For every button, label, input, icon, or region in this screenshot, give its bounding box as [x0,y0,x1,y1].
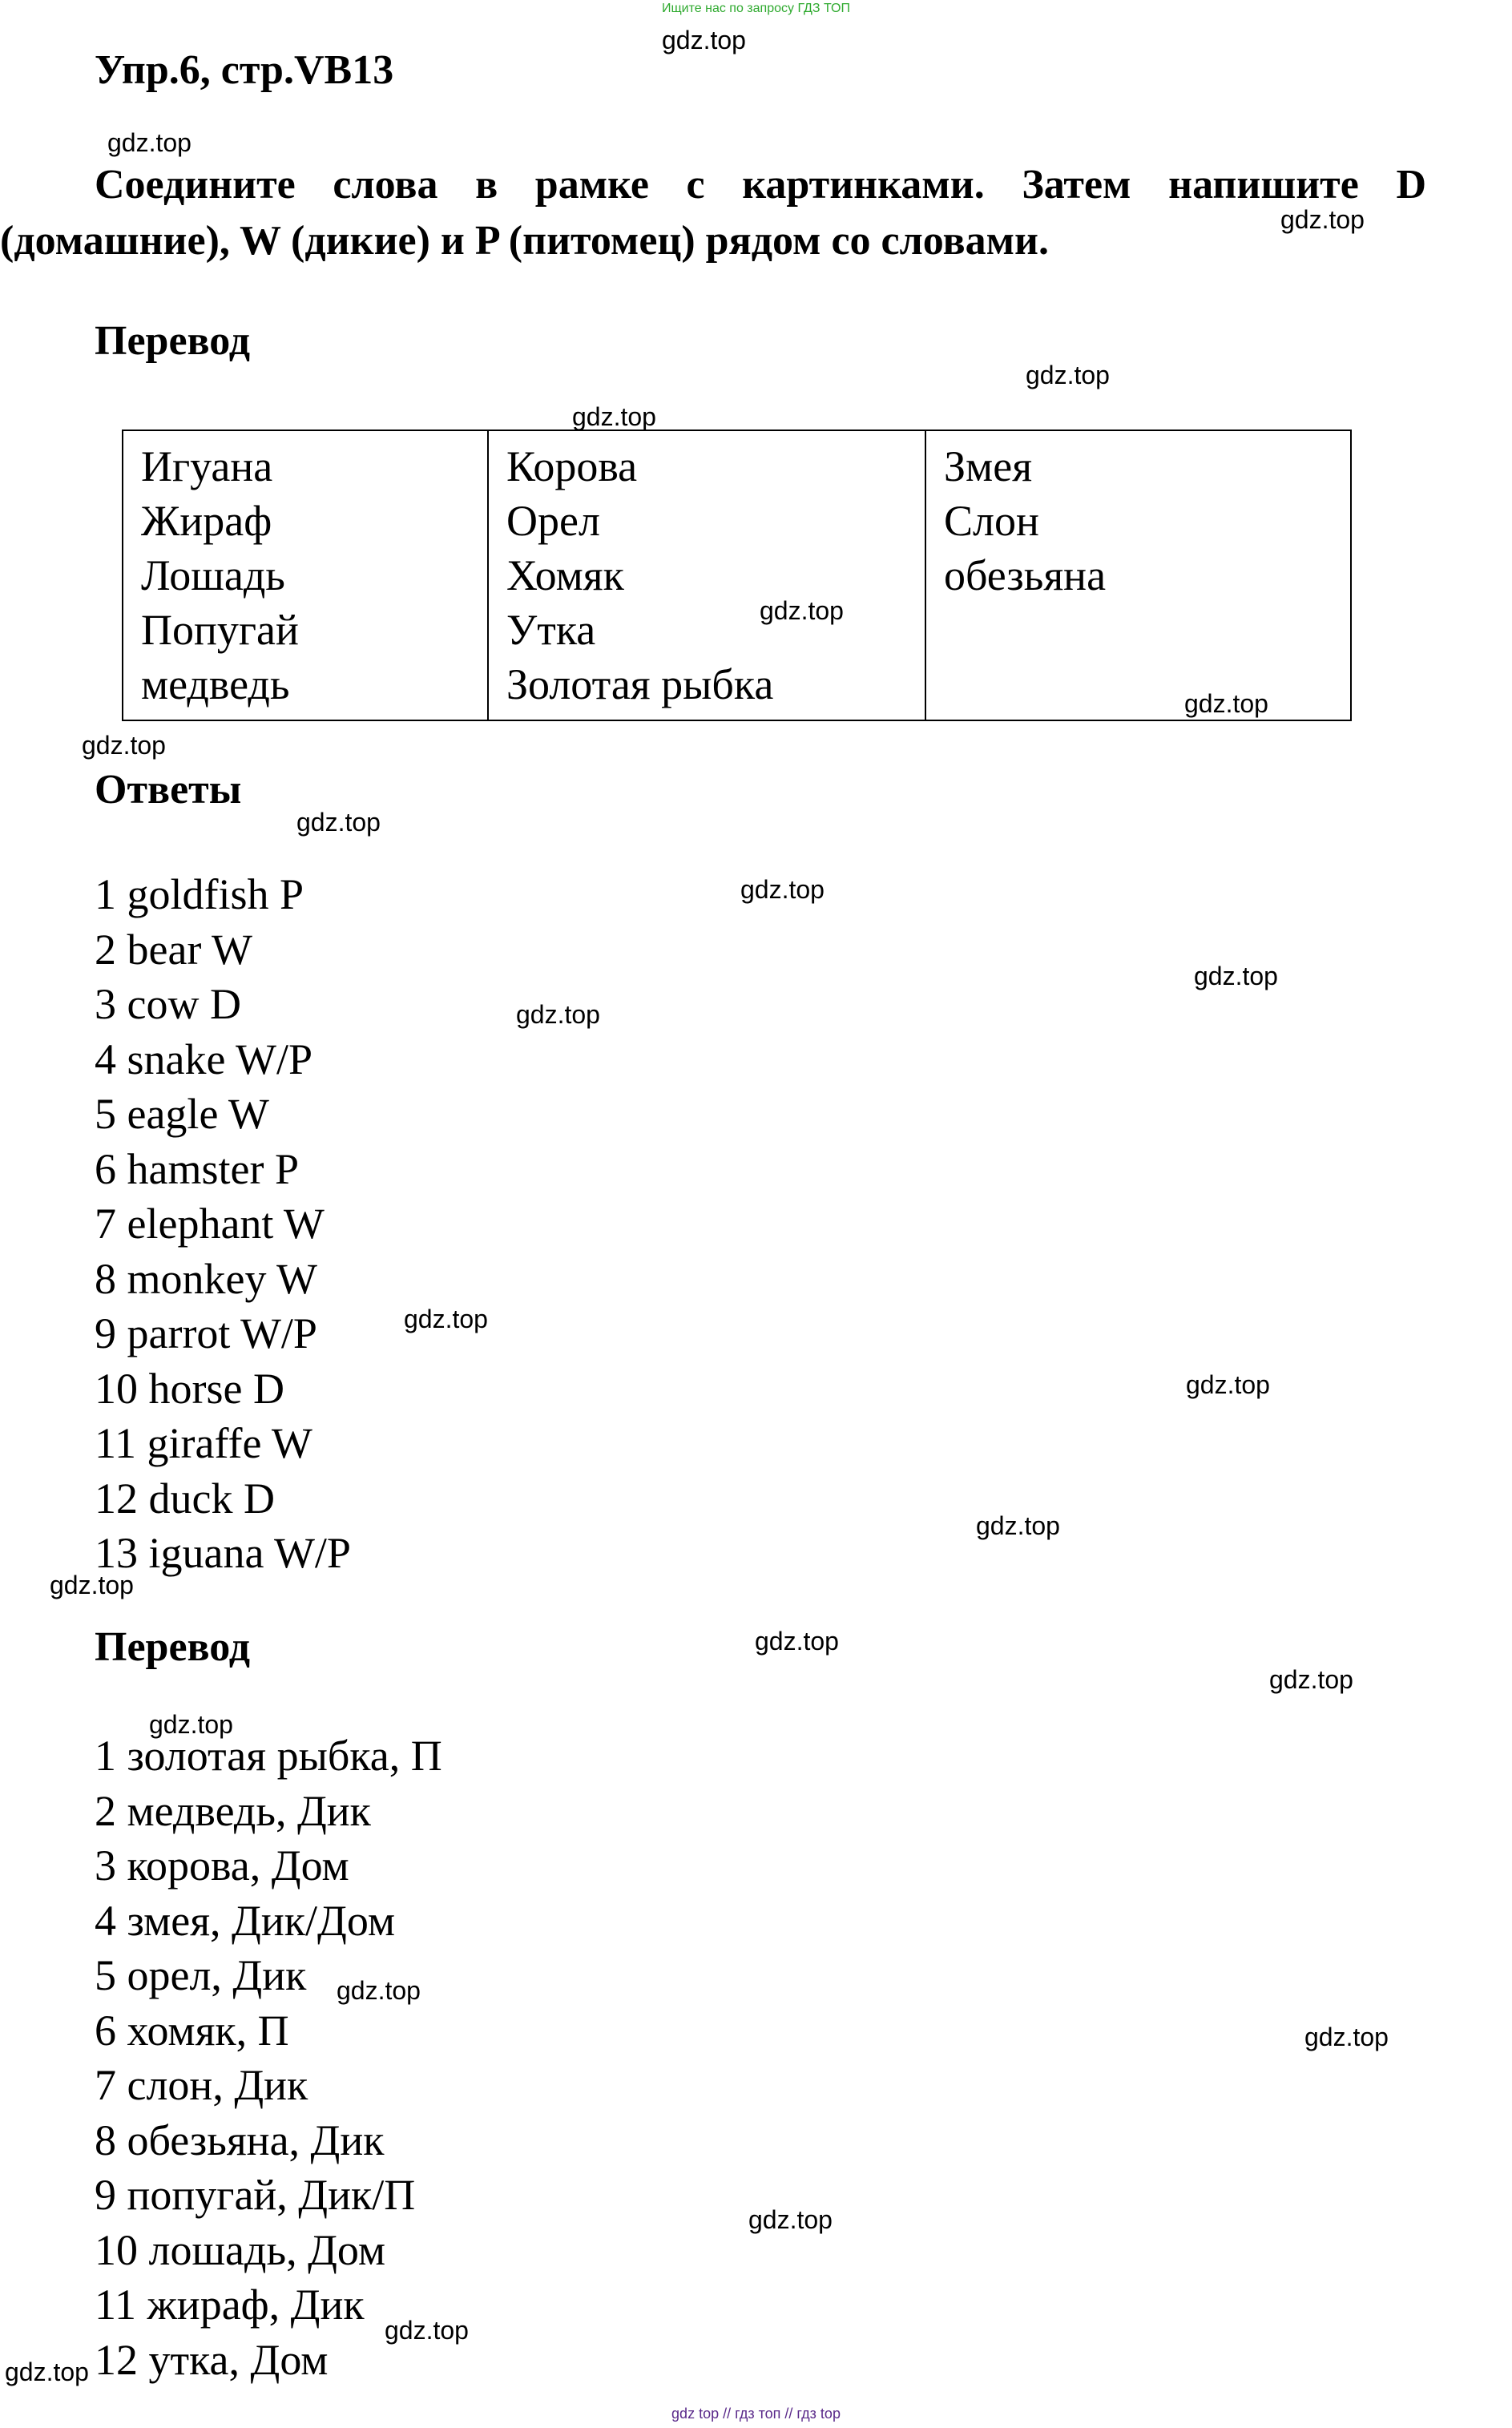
translation-item: 10 лошадь, Дом [95,2225,386,2274]
watermark: gdz.top [1280,205,1365,234]
watermark: gdz.top [1304,2023,1389,2051]
word-item: Лошадь [141,551,285,599]
answer-item: 1 goldfish P [95,870,304,918]
word-item: Утка [506,606,596,654]
watermark: gdz.top [976,1511,1060,1540]
watermark: gdz.top [82,731,166,760]
translations-list [95,1728,442,2387]
answer-item: 5 eagle W [95,1090,269,1138]
word-item: Змея [944,442,1033,490]
watermark: gdz.top [1186,1370,1270,1399]
word-item: обезьяна [944,551,1107,599]
word-item: Игуана [141,442,273,490]
answer-item: 4 snake W/P [95,1035,312,1083]
answer-item: 10 horse D [95,1364,284,1413]
translation-heading-2: Перевод [95,1624,251,1670]
answer-item: 2 bear W [95,925,252,974]
task-instruction: Соедините слова в рамке с картинками. Затем напишите D (домашние), W (дикие) и P (питомец) рядом со словами. [0,162,1426,264]
answer-item: 12 duck D [95,1474,275,1523]
answer-item: 8 monkey W [95,1254,317,1303]
watermark: gdz.top [748,2205,833,2234]
watermark: gdz.top [337,1976,421,2005]
word-item: Попугай [141,606,299,654]
word-item: Слон [944,497,1039,545]
answers-heading: Ответы [95,767,242,813]
answer-item: 3 cow D [95,980,241,1028]
word-item: Орел [506,497,600,545]
watermark: gdz.top [1269,1665,1353,1694]
word-item: Корова [506,442,638,490]
watermark: gdz.top [50,1571,134,1599]
translation-item: 9 попугай, Дик/П [95,2171,416,2219]
translation-item: 8 обезьяна, Дик [95,2115,385,2164]
watermark: gdz.top [107,128,192,157]
translation-item: 12 утка, Дом [95,2335,329,2384]
watermark: gdz.top [760,596,844,625]
watermark: gdz.top [385,2316,469,2345]
translation-item: 4 змея, Дик/Дом [95,1896,395,1945]
footer-links: gdz top // гдз топ // гдз top [671,2406,841,2422]
word-item: Хомяк [506,551,624,599]
translation-item: 7 слон, Дик [95,2061,308,2109]
watermark: gdz.top [755,1627,839,1656]
watermark: gdz.top [516,1000,600,1029]
watermark: gdz.top [149,1710,233,1739]
watermark: gdz.top [1026,361,1110,389]
answer-item: 7 elephant W [95,1200,325,1248]
watermark: gdz.top [1184,689,1268,718]
translation-item: 6 хомяк, П [95,2006,289,2055]
translation-heading: Перевод [95,318,251,364]
translation-item: 1 золотая рыбка, П [95,1732,442,1780]
watermark: gdz.top [1194,962,1278,990]
translation-item: 3 корова, Дом [95,1841,349,1890]
word-item: медведь [141,660,290,708]
word-item: Золотая рыбка [506,660,774,708]
watermark: gdz.top [740,875,825,904]
watermark: gdz.top [404,1305,488,1333]
translation-item: 2 медведь, Дик [95,1786,371,1835]
watermark: gdz.top [572,402,656,431]
watermark: gdz.top [5,2357,89,2386]
answer-item: 11 giraffe W [95,1419,312,1467]
word-box [122,430,1352,721]
watermark: gdz.top [296,808,381,837]
exercise-title: Упр.6, стр.VB13 [95,47,394,93]
top-search-note: Ищите нас по запросу ГДЗ ТОП [662,2,850,15]
translation-item: 5 орел, Дик [95,1951,307,1999]
answers-list [95,867,351,1581]
answer-item: 6 hamster P [95,1144,299,1193]
answer-item: 13 iguana W/P [95,1529,351,1577]
answer-item: 9 parrot W/P [95,1309,317,1357]
translation-item: 11 жираф, Дик [95,2281,365,2329]
word-item: Жираф [141,497,272,545]
word-column-3 [925,430,1351,720]
word-column-2 [488,430,925,720]
word-column-1 [123,430,488,720]
watermark: gdz.top [662,26,746,54]
